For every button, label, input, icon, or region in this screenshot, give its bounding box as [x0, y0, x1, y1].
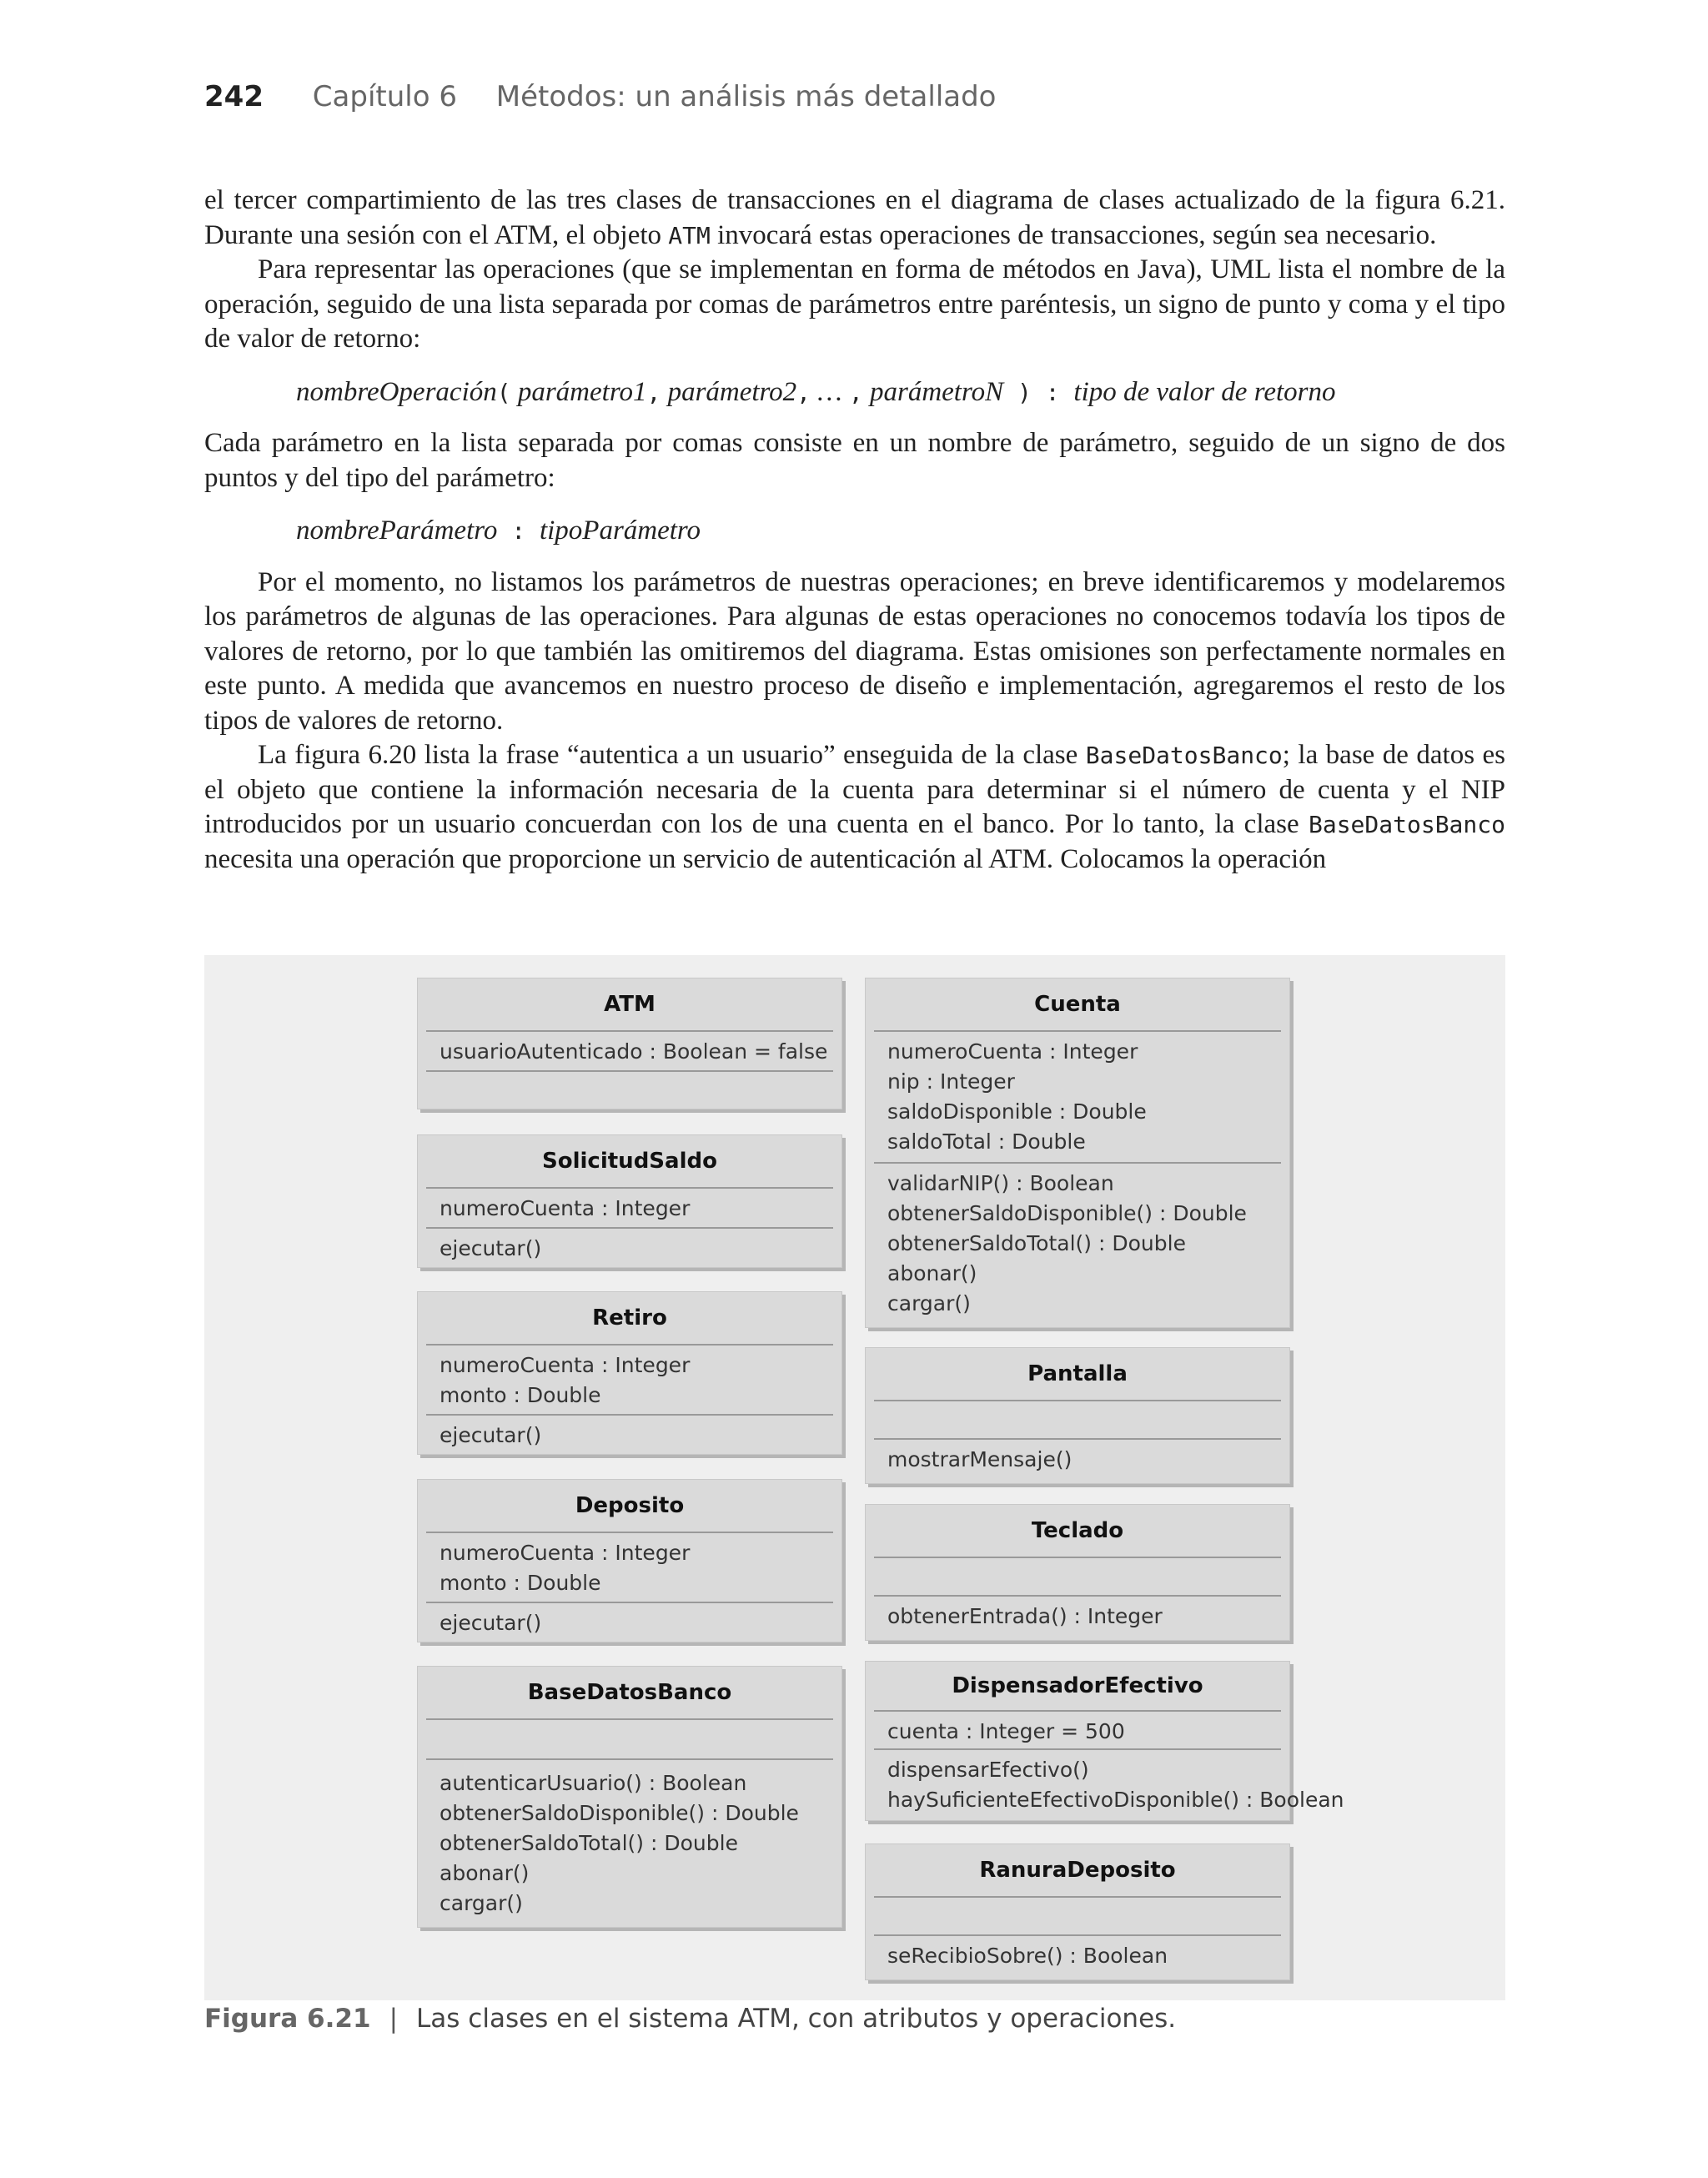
formula-op-name: nombreOperación [296, 376, 497, 407]
code-atm: ATM [668, 221, 711, 249]
class-operations [426, 1603, 833, 1642]
class-name: BaseDatosBanco [426, 1667, 833, 1720]
class-operations [426, 1760, 833, 1927]
paragraph-3: Cada parámetro en la lista separada por comas consiste en un nombre de parámetro, seguido de un signo de dos puntos y del tipo del parámetro: [204, 428, 1505, 493]
attribute: numeroCuenta : Integer [440, 1541, 691, 1565]
class-operations [874, 1597, 1281, 1640]
uml-class-diagram [204, 955, 1505, 2000]
class-attributes [426, 1032, 833, 1072]
attribute: saldoTotal : Double [887, 1129, 1086, 1154]
formula-colon: : [497, 517, 540, 545]
uml-class-ranuradeposito [865, 1844, 1290, 1980]
attribute: monto : Double [440, 1571, 601, 1595]
class-operations [874, 1750, 1344, 1820]
paragraph-4: Por el momento, no listamos los parámetros de nuestras operaciones; en breve identificaremos y modelaremos los parámetros de algunas de las operaciones. Para algunas de estas operaciones no conocemos todavía los tipos de valores de retorno, por lo que también las omitiremos del diagrama. Estas omisiones son perfectamente normales en este punto. A medida que avancemos en nuestro proceso de diseño e implementación, agregaremos el resto de los tipos de valores de retorno. [204, 566, 1505, 736]
class-attributes [426, 1720, 833, 1760]
uml-class-teclado [865, 1504, 1290, 1641]
class-name: Deposito [426, 1480, 833, 1533]
paragraph-5 [204, 738, 1505, 877]
operation: cargar() [440, 1891, 523, 1915]
operation: ejecutar() [440, 1611, 542, 1635]
operation: haySuficienteEfectivoDisponible() : Boolean [887, 1788, 1344, 1812]
paragraph-1 [204, 184, 1505, 253]
class-attributes [874, 1712, 1281, 1750]
attribute: numeroCuenta : Integer [440, 1196, 691, 1220]
paragraph-1-line-1: el tercer compartimiento de las tres clases de transacciones en el diagrama de clases actualizado de la figura 6.21. [204, 185, 1505, 215]
attribute: usuarioAutenticado : Boolean = false [440, 1039, 828, 1064]
operation: obtenerSaldoDisponible() : Double [440, 1801, 799, 1825]
page-number: 242 [204, 80, 264, 113]
caption-separator: | [389, 2004, 399, 2034]
body-text [204, 184, 1505, 877]
class-operations [426, 1229, 833, 1267]
chapter-title: Métodos: un análisis más detallado [495, 80, 997, 113]
class-name: SolicitudSaldo [426, 1135, 833, 1189]
class-name: Cuenta [874, 978, 1281, 1032]
formula-open-paren: ( [496, 378, 511, 406]
class-attributes [426, 1346, 833, 1416]
operation: obtenerSaldoTotal() : Double [440, 1831, 738, 1855]
operation: ejecutar() [440, 1236, 542, 1260]
class-operations [426, 1416, 833, 1454]
operation: mostrarMensaje() [887, 1447, 1073, 1471]
class-name: Retiro [426, 1292, 833, 1346]
uml-class-basedatosbanco [417, 1666, 842, 1928]
operation: cargar() [887, 1291, 971, 1315]
paragraph-1-text-end: invocará estas operaciones de transacciones, según sea necesario. [710, 219, 1437, 250]
class-operations [426, 1072, 833, 1109]
class-name: DispensadorEfectivo [874, 1662, 1281, 1712]
attribute: nip : Integer [887, 1069, 1015, 1094]
formula-param-2: parámetro2 [661, 376, 797, 407]
uml-class-cuenta [865, 978, 1290, 1328]
class-name: RanuraDeposito [874, 1844, 1281, 1898]
operation: ejecutar() [440, 1423, 542, 1447]
class-operations [874, 1440, 1281, 1483]
operation: seRecibioSobre() : Boolean [887, 1944, 1168, 1968]
class-attributes [874, 1898, 1281, 1936]
parameter-syntax-formula [296, 514, 1505, 549]
formula-comma: , [848, 378, 863, 406]
paragraph-5-text-end: necesita una operación que proporcione un servicio de autenticación al ATM. Colocamos la operación [204, 843, 1327, 874]
operation: obtenerSaldoTotal() : Double [887, 1231, 1186, 1255]
formula-return-type: tipo de valor de retorno [1073, 376, 1336, 407]
figure-label: Figura 6.21 [204, 2004, 371, 2034]
formula-param-n: parámetroN [862, 376, 1004, 407]
uml-class-retiro [417, 1291, 842, 1455]
code-basedatosbanco: BaseDatosBanco [1308, 811, 1505, 838]
operation: validarNIP() : Boolean [887, 1171, 1114, 1195]
operation: abonar() [887, 1261, 977, 1285]
paragraph-2: Para representar las operaciones (que se implementan en forma de métodos en Java), UML lista el nombre de la operación, seguido de una lista separada por comas de parámetros entre paréntesis, un signo de punto y coma y el tipo de valor de retorno: [204, 254, 1505, 354]
attribute: cuenta : Integer = 500 [887, 1719, 1125, 1743]
formula-ellipsis: … [811, 376, 849, 407]
code-basedatosbanco: BaseDatosBanco [1085, 742, 1283, 769]
class-operations [874, 1164, 1281, 1327]
class-attributes [874, 1558, 1281, 1597]
uml-class-dispensadorefectivo [865, 1661, 1344, 1821]
figure-caption [204, 2004, 1176, 2034]
attribute: numeroCuenta : Integer [440, 1353, 691, 1377]
uml-class-atm [417, 978, 842, 1109]
formula-param-type: tipoParámetro [539, 516, 701, 546]
formula-comma: , [646, 378, 661, 406]
uml-class-pantalla [865, 1347, 1290, 1484]
uml-class-deposito [417, 1479, 842, 1642]
class-name: ATM [426, 978, 833, 1032]
class-name: Teclado [874, 1505, 1281, 1558]
paragraph-5-text: La figura 6.20 lista la frase “autentica a un usuario” enseguida de la clase [258, 740, 1086, 770]
operation: dispensarEfectivo() [887, 1758, 1089, 1782]
running-header [204, 80, 996, 122]
class-attributes [426, 1533, 833, 1603]
attribute: monto : Double [440, 1383, 601, 1407]
uml-class-solicitudsaldo [417, 1134, 842, 1268]
formula-param-name: nombreParámetro [296, 516, 498, 546]
formula-close-paren: ) [1003, 378, 1032, 406]
paragraph-5-text: ; la base de datos es el objeto que contiene la información necesaria de la cuenta para determinar si el número de cuenta y el NIP introducidos por un usuario concuerdan con los de una cuenta en el banco. Por lo tanto, la clase [204, 740, 1505, 839]
attribute: saldoDisponible : Double [887, 1099, 1147, 1124]
operation: abonar() [440, 1861, 530, 1885]
chapter-label: Capítulo 6 [312, 80, 457, 113]
paragraph-1-text: Durante una sesión con el ATM, el objeto [204, 219, 669, 250]
operation-syntax-formula [296, 375, 1505, 410]
operation: obtenerEntrada() : Integer [887, 1604, 1163, 1628]
operation: obtenerSaldoDisponible() : Double [887, 1201, 1247, 1225]
formula-colon: : [1031, 378, 1074, 406]
attribute: numeroCuenta : Integer [887, 1039, 1138, 1064]
operation: autenticarUsuario() : Boolean [440, 1771, 747, 1795]
class-operations [874, 1936, 1281, 1979]
formula-comma: , [796, 378, 811, 406]
class-name: Pantalla [874, 1348, 1281, 1401]
class-attributes [874, 1032, 1281, 1164]
class-attributes [426, 1189, 833, 1229]
caption-text: Las clases en el sistema ATM, con atributos y operaciones. [416, 2004, 1177, 2034]
class-attributes [874, 1401, 1281, 1440]
formula-param-1: parámetro1 [510, 376, 647, 407]
